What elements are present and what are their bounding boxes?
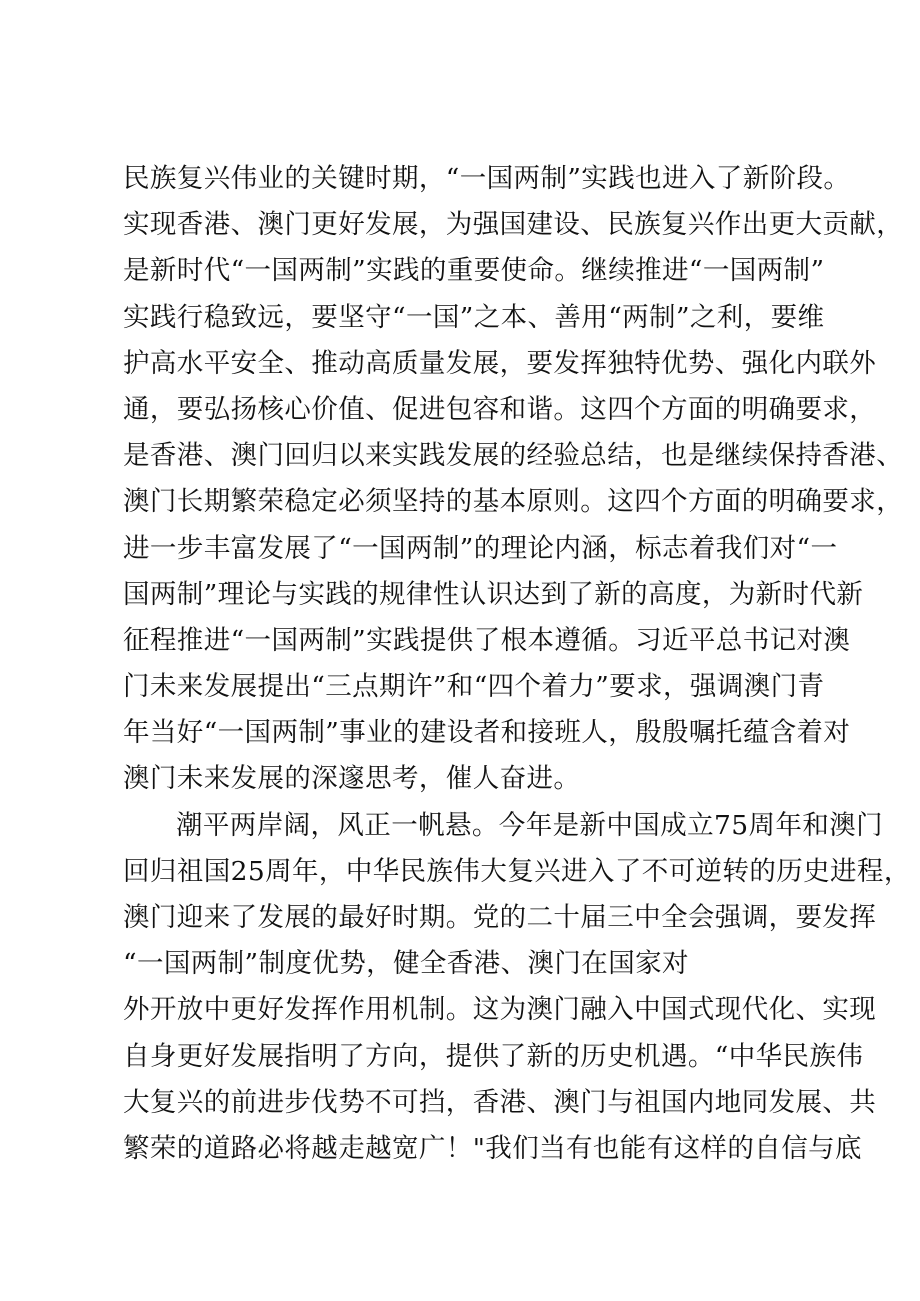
- text-line: 国两制”理论与实践的规律性认识达到了新的高度，为新时代新: [123, 578, 864, 610]
- text-line: 繁荣的道路必将越走越宽广！"我们当有也能有这样的自信与底: [123, 1132, 862, 1164]
- text-line: 外开放中更好发挥作用机制。这为澳门融入中国式现代化、实现: [123, 994, 877, 1026]
- text-line: 护高水平安全、推动高质量发展，要发挥独特优势、强化内联外: [123, 347, 877, 379]
- text-line: 实践行稳致远，要坚守“一国”之本、善用“两制”之利，要维: [123, 301, 825, 333]
- text-line: 澳门长期繁荣稳定必须坚持的基本原则。这四个方面的明确要求，: [123, 486, 904, 518]
- text-line: 回归祖国25周年，中华民族伟大复兴进入了不可逆转的历史进程，: [123, 855, 911, 887]
- text-line: 自身更好发展指明了方向，提供了新的历史机遇。“中华民族伟: [123, 1040, 864, 1072]
- text-line: 年当好“一国两制”事业的建设者和接班人，殷殷嘱托蕴含着对: [123, 717, 851, 749]
- text-line-indented: 潮平两岸阔，风正一帆悬。今年是新中国成立75周年和澳门: [176, 809, 884, 841]
- text-line: 是香港、澳门回归以来实践发展的经验总结，也是继续保持香港、: [123, 440, 904, 472]
- text-line: 澳门迎来了发展的最好时期。党的二十届三中全会强调，要发挥: [123, 902, 877, 933]
- text-line: “一国两制”制度优势，健全香港、澳门在国家对: [123, 948, 689, 980]
- text-line: 民族复兴伟业的关键时期，“一国两制”实践也进入了新阶段。: [123, 163, 851, 194]
- text-line: 征程推进“一国两制”实践提供了根本遵循。习近平总书记对澳: [123, 624, 851, 656]
- text-line: 进一步丰富发展了“一国两制”的理论内涵，标志着我们对“一: [123, 532, 838, 564]
- text-line: 实现香港、澳门更好发展，为强国建设、民族复兴作出更大贡献，: [123, 209, 904, 241]
- text-line: 门未来发展提出“三点期许”和“四个着力”要求，强调澳门青: [123, 671, 825, 703]
- text-line: 通，要弘扬核心价值、促进包容和谐。这四个方面的明确要求，: [123, 393, 877, 425]
- text-line: 是新时代“一国两制”实践的重要使命。继续推进“一国两制”: [123, 255, 825, 287]
- body-text: [123, 156, 911, 1172]
- text-line: 澳门未来发展的深邃思考，催人奋进。: [123, 763, 581, 795]
- text-line: 大复兴的前进步伐势不可挡，香港、澳门与祖国内地同发展、共: [123, 1086, 877, 1118]
